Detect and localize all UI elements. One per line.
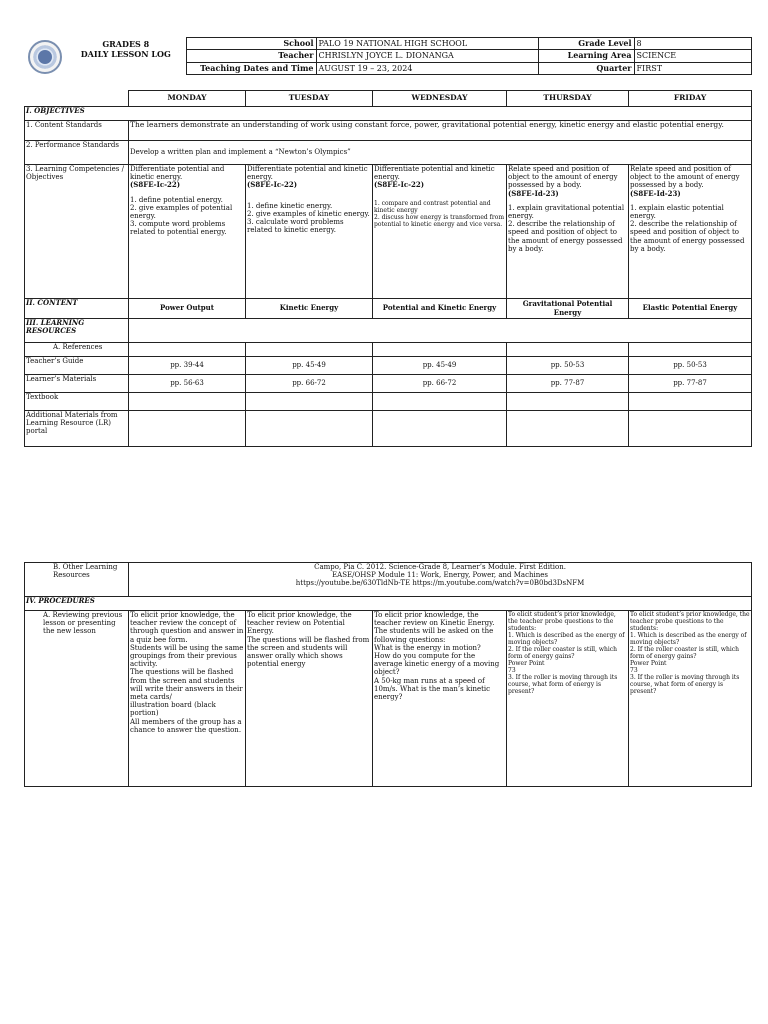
content-heading: II. CONTENT [25,299,129,319]
competency-items: 1. explain gravitational potential energy. 2. describe the relationship of speed and position of object to the amount of energy possessed by a body. [508,203,625,253]
day-tuesday: TUESDAY [246,91,373,107]
empty-cell [507,343,629,357]
textbook-label: Textbook [25,393,129,411]
competency-intro: Relate speed and position of object to the amount of energy possessed by a body. [630,165,740,190]
teachers-guide-pages: pp. 39-44 [129,357,246,375]
reviewing-label: A. Reviewing previous lesson or presenting the new lesson [25,611,129,787]
competency-code: (S8FE-Id-23) [630,188,681,198]
competency-items: 1. define kinetic energy. 2. give examples of kinetic energy. 3. calculate word problems related to kinetic energy. [247,201,370,235]
empty-cell [373,343,507,357]
learners-materials-pages: pp. 56-63 [129,375,246,393]
learners-materials-label: Learner’s Materials [25,375,129,393]
teachers-guide-pages: pp. 45-49 [246,357,373,375]
content-standards-text: The learners demonstrate an understanding of work using constant force, power, gravitational potential energy, kinetic energy and elastic potential energy. [129,121,752,141]
competencies-label: 3. Learning Competencies / Objectives [25,165,129,299]
empty-cell [629,393,752,411]
day-thursday: THURSDAY [507,91,629,107]
empty-cell [246,411,373,447]
learning-area-label: Learning Area [538,50,634,62]
competency-intro: Relate speed and position of object to the amount of energy possessed by a body. [508,165,618,190]
teachers-guide-pages: pp. 45-49 [373,357,507,375]
content-topic: Kinetic Energy [246,299,373,319]
competency-tuesday [246,165,373,299]
teacher-label: Teacher [186,50,316,62]
quarter-label: Quarter [538,62,634,74]
quarter-value: FIRST [634,62,751,74]
objectives-heading: I. OBJECTIVES [25,107,752,121]
teachers-guide-pages: pp. 50-53 [629,357,752,375]
learners-materials-pages: pp. 66-72 [246,375,373,393]
competency-wednesday [373,165,507,299]
lesson-log-table-continued [24,562,752,787]
school-label: School [186,38,316,50]
empty-cell [507,393,629,411]
competency-intro: Differentiate potential and kinetic energy. [247,165,368,182]
content-topic: Gravitational Potential Energy [507,299,629,319]
dates-label: Teaching Dates and Time [186,62,316,74]
review-friday: To elicit student’s prior knowledge, the teacher probe questions to the students: 1. Which is described as the energy of moving objects? 2. If the roller coaster is still, which form of energy gains? Power Point 73 3. If the roller is moving through its course, what form of energy is present? [629,611,752,787]
empty-cell [507,411,629,447]
teacher-value: CHRISLYN JOYCE L. DIONANGA [316,50,538,62]
school-value: PALO 19 NATIONAL HIGH SCHOOL [316,38,538,50]
learners-materials-pages: pp. 77-87 [507,375,629,393]
other-resources-text [129,563,752,597]
day-friday: FRIDAY [629,91,752,107]
performance-standards-text: Develop a written plan and implement a “Newton’s Olympics” [129,141,752,165]
procedures-heading: IV. PROCEDURES [25,597,752,611]
content-topic: Potential and Kinetic Energy [373,299,507,319]
content-topic: Elastic Potential Energy [629,299,752,319]
competency-items: 1. compare and contrast potential and kinetic energy 2. discuss how energy is transformed from potential to kinetic energy and vice versa. [374,199,505,228]
additional-materials-label: Additional Materials from Learning Resource (LR) portal [25,411,129,447]
empty-cell [629,343,752,357]
empty-cell [129,411,246,447]
corner-cell [25,91,129,107]
review-tuesday: To elicit prior knowledge, the teacher review on Potential Energy. The questions will be flashed from the screen and students will answer orally which shows potential energy [246,611,373,787]
day-wednesday: WEDNESDAY [373,91,507,107]
other-resource-line: https://youtube.be/630TldNb-TE https://m.youtube.com/watch?v=0B0bd3DsNFM [295,579,585,588]
empty-cell [629,411,752,447]
header-title [66,38,186,75]
empty-cell [129,343,246,357]
empty-cell [246,393,373,411]
empty-cell [129,393,246,411]
header-table [24,37,752,75]
log-title: DAILY LESSON LOG [80,48,171,59]
review-monday: To elicit prior knowledge, the teacher review the concept of through question and answer in a quiz bee form. Students will be using the same groupings from their previous activity. The questions will be flashed from the screen and students will write their answers in their meta cards/ illustration board (black portion) All members of the group has a chance to answer the question. [129,611,246,787]
teachers-guide-pages: pp. 50-53 [507,357,629,375]
lesson-log-table [24,90,752,447]
empty-cell [373,393,507,411]
resources-empty [129,319,752,343]
review-wednesday: To elicit prior knowledge, the teacher review on Kinetic Energy. The students will be asked on the following questions: What is the energy in motion? How do you compute for the average kinetic energy of a moving object? A 50-kg man runs at a speed of 10m/s. What is the man’s kinetic energy? [373,611,507,787]
other-resource-line: Campo, Pia C. 2012. Science-Grade 8, Learner’s Module. First Edition. [314,563,566,571]
performance-standards-label: 2. Performance Standards [25,141,129,165]
other-resources-label: B. Other Learning Resources [25,563,129,597]
day-monday: MONDAY [129,91,246,107]
grade-level-value: 8 [634,38,751,50]
learners-materials-pages: pp. 66-72 [373,375,507,393]
other-resource-line: EASE/OHSP Module 11: Work, Energy, Power, and Machines [332,571,548,580]
learners-materials-pages: pp. 77-87 [629,375,752,393]
learning-area-value: SCIENCE [634,50,751,62]
content-topic: Power Output [129,299,246,319]
references-label: A. References [25,343,129,357]
teachers-guide-label: Teacher’s Guide [25,357,129,375]
competency-intro: Differentiate potential and kinetic energy. [130,165,225,182]
competency-items: 1. define potential energy. 2. give examples of potential energy. 3. compute word problems related to potential energy. [130,195,233,237]
competency-items: 1. explain elastic potential energy. 2. describe the relationship of speed and position of object to the amount of energy possessed by a body. [630,203,745,253]
empty-cell [246,343,373,357]
grade-title: GRADES 8 [102,38,150,49]
resources-heading: III. LEARNING RESOURCES [25,319,129,343]
competency-friday [629,165,752,299]
competency-code: (S8FE-Ic-22) [130,180,181,190]
review-thursday: To elicit student’s prior knowledge, the teacher probe questions to the students: 1. Which is described as the energy of moving objects? 2. If the roller coaster is still, which form of energy gains? Power Point 73 3. If the roller is moving through its course, what form of energy is present? [507,611,629,787]
content-standards-label: 1. Content Standards [25,121,129,141]
competency-code: (S8FE-Id-23) [508,188,559,198]
competency-monday [129,165,246,299]
deped-seal-logo [24,38,66,75]
competency-code: (S8FE-Ic-22) [374,180,425,190]
grade-level-label: Grade Level [538,38,634,50]
competency-intro: Differentiate potential and kinetic energy. [374,165,495,182]
dates-value: AUGUST 19 – 23, 2024 [316,62,538,74]
empty-cell [373,411,507,447]
competency-thursday [507,165,629,299]
competency-code: (S8FE-Ic-22) [247,180,298,190]
